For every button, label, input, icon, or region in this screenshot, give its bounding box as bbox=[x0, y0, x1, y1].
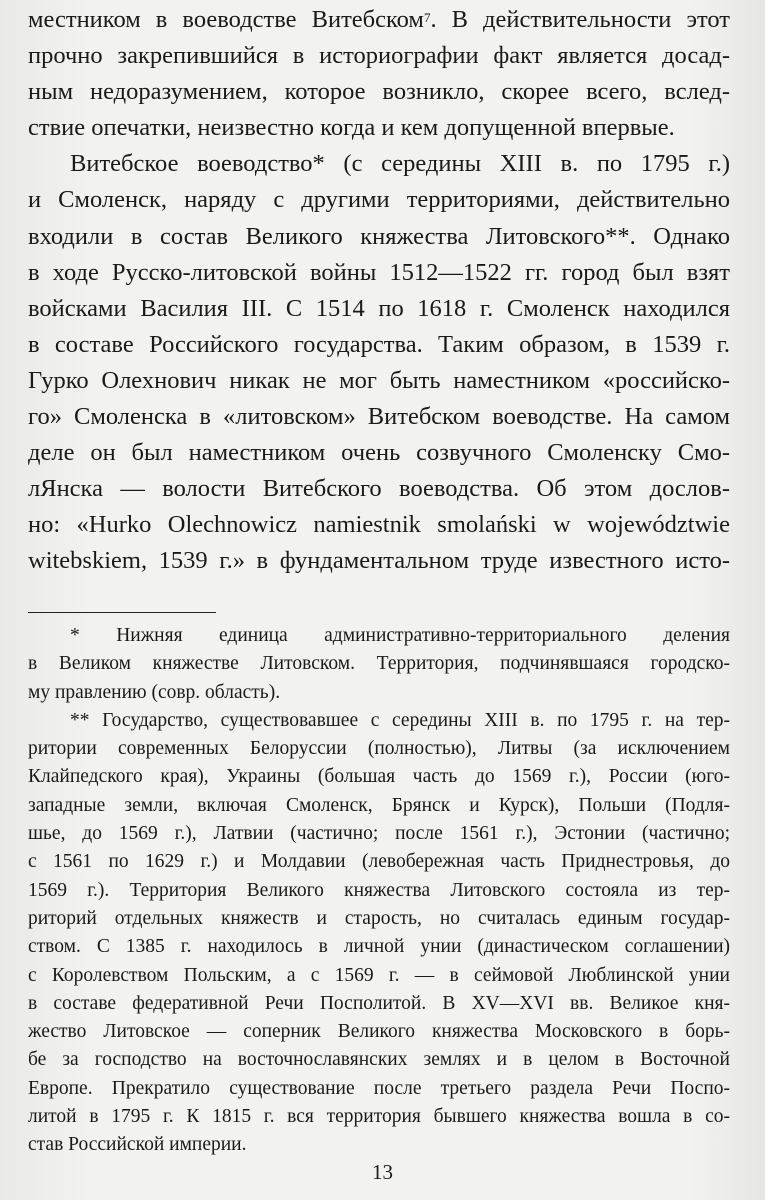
footnote-line: Клайпедского края), Украины (большая часть до 1569 г.), России (юго- bbox=[28, 766, 730, 788]
paragraph-2 bbox=[28, 146, 730, 579]
footnote-line: * Нижняя единица административно-территориального деления bbox=[70, 625, 730, 646]
footnote-line: ** Государство, существовавшее с середины XIII в. по 1795 г. на тер- bbox=[70, 709, 730, 731]
footnote-line: му правлению (совр. область). bbox=[28, 681, 281, 703]
footnote-2 bbox=[28, 707, 730, 1160]
footnote-line: с 1561 по 1629 г.) и Молдавии (левобережная часть Приднестровья, до bbox=[28, 851, 730, 873]
text-line: местником в воеводстве Витебском$^7$. В действительности этот bbox=[28, 6, 730, 33]
footnote-line: в составе федеративной Речи Посполитой. В XV—XVI вв. Великое кня- bbox=[28, 992, 730, 1014]
footnote-line: став Российской империи. bbox=[28, 1134, 247, 1156]
page-number: 13 bbox=[372, 1160, 393, 1184]
text-line: войсками Василия III. С 1514 по 1618 г. Смоленск находился bbox=[28, 294, 730, 322]
text-line: лЯнска — волости Витебского воеводства. Об этом дослов- bbox=[28, 475, 730, 503]
footnote-line: 1569 г.). Территория Великого княжества Литовского состояла из тер- bbox=[28, 879, 730, 901]
footnote-separator bbox=[28, 612, 216, 613]
main-text bbox=[28, 2, 730, 580]
footnote-ref-7: 7 bbox=[423, 10, 431, 25]
footnote-line: жество Литовское — соперник Великого княжества Московского в борь- bbox=[28, 1021, 730, 1043]
text-line: ным недоразумением, которое возникло, скорее всего, вслед- bbox=[28, 78, 730, 106]
footnote-line: западные земли, включая Смоленск, Брянск и Курск), Польши (Подля- bbox=[28, 794, 730, 816]
footnote-1 bbox=[28, 622, 730, 707]
footnote-line: Европе. Прекратило существование после третьего раздела Речи Поспо- bbox=[28, 1077, 730, 1099]
footnotes bbox=[28, 622, 730, 1160]
text-line: в составе Российского государства. Таким образом, в 1539 г. bbox=[28, 330, 730, 358]
text-line: в ходе Русско-литовской войны 1512—1522 гг. город был взят bbox=[28, 258, 730, 286]
footnote-line: бе за господство на восточнославянских землях и в целом в Восточной bbox=[28, 1049, 730, 1071]
text-line: ствие опечатки, неизвестно когда и кем допущенной впервые. bbox=[28, 114, 675, 142]
text-line: прочно закрепившийся в историографии факт является досад- bbox=[28, 42, 730, 70]
paragraph-1 bbox=[28, 2, 730, 146]
text-line: Гурко Олехнович никак не мог быть наместником «российско- bbox=[28, 366, 730, 394]
footnote-line: литой в 1795 г. К 1815 г. вся территория бывшего княжества вошла в со- bbox=[28, 1106, 730, 1128]
footnote-line: риторий отдельных княжеств и старость, но считалась единым государ- bbox=[28, 907, 730, 929]
text-line: witebskiem, 1539 г.» в фундаментальном труде известного исто- bbox=[28, 547, 730, 575]
text-line: деле он был наместником очень созвучного Смоленску Смо- bbox=[28, 439, 730, 467]
footnote-line: шье, до 1569 г.), Латвии (частично; после 1561 г.), Эстонии (частично; bbox=[28, 823, 730, 845]
text-line: и Смоленск, наряду с другими территориями, действительно bbox=[28, 186, 730, 214]
text-line: Витебское воеводство* (с середины XIII в. по 1795 г.) bbox=[70, 150, 730, 178]
footnote-line: ритории современных Белоруссии (полностью), Литвы (за исключением bbox=[28, 738, 730, 760]
footnote-line: в Великом княжестве Литовском. Территория, подчинявшаяся городско- bbox=[28, 653, 730, 675]
footnote-line: с Королевством Польским, а с 1569 г. — в сеймовой Люблинской унии bbox=[28, 964, 730, 986]
footnote-line: ством. С 1385 г. находилось в личной унии (династическом соглашении) bbox=[28, 936, 730, 958]
text-line: го» Смоленска в «литовском» Витебском воеводстве. На самом bbox=[28, 403, 730, 431]
text-line: но: «Hurko Olechnowicz namiestnik smolański w województwie bbox=[28, 511, 730, 539]
text-line: входили в состав Великого княжества Литовского**. Однако bbox=[28, 222, 730, 250]
